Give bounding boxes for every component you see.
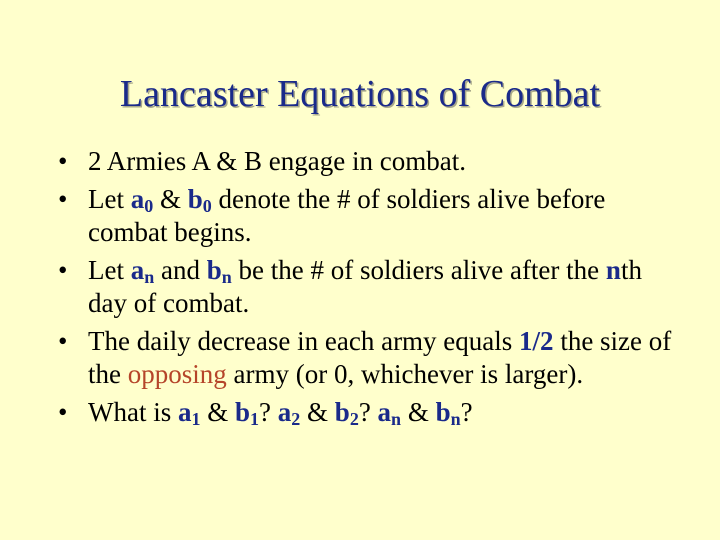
bullet-item: [58, 145, 678, 178]
bullet-text: What is: [88, 397, 172, 427]
question-mark: ?: [460, 397, 473, 427]
variable-n: n: [605, 255, 621, 285]
bullet-icon: •: [58, 146, 68, 176]
bullet-text: army (or 0, whichever is larger).: [233, 359, 584, 389]
amp-text: &: [207, 397, 229, 427]
fraction-half: 1/2: [519, 326, 554, 356]
variable-a: $a_0$: [130, 184, 154, 216]
bullet-text: 2 Armies A & B engage in combat.: [88, 146, 466, 176]
bullet-icon: •: [58, 397, 68, 427]
bullet-icon: •: [58, 326, 68, 356]
question-mark: ?: [259, 397, 272, 427]
variable-a: $a_n$: [377, 397, 402, 429]
bullet-text: The daily decrease in each army equals: [88, 326, 513, 356]
opposing-word: opposing: [127, 359, 227, 389]
bullet-text: th day of combat.: [88, 255, 642, 318]
bullet-text: Let: [88, 255, 124, 285]
bullet-item: [58, 396, 678, 429]
question-mark: ?: [358, 397, 371, 427]
slide-title: Lancaster Equations of Combat: [119, 73, 601, 115]
amp-text: &: [307, 397, 329, 427]
amp-text: &: [159, 184, 181, 214]
bullet-text: and: [161, 255, 200, 285]
bullet-text: be the # of soldiers alive after the: [238, 255, 600, 285]
bullet-text: Let: [88, 184, 124, 214]
bullet-text: denote the # of soldiers alive before combat begins.: [88, 184, 606, 247]
bullet-text: the size of the: [88, 326, 672, 389]
bullet-icon: •: [58, 255, 68, 285]
variable-b: $b_n$: [435, 397, 461, 429]
bullet-item: [58, 183, 678, 249]
variable-b: $b_0$: [187, 184, 212, 216]
bullet-item: [58, 325, 678, 391]
variable-b: $b_1$: [235, 397, 260, 429]
variable-a: $a_1$: [177, 397, 201, 429]
variable-a: $a_n$: [130, 255, 155, 287]
variable-a: $a_2$: [277, 397, 301, 429]
bullet-list: [58, 145, 678, 434]
bullet-icon: •: [58, 184, 68, 214]
amp-text: &: [407, 397, 429, 427]
variable-b: $b_2$: [334, 397, 359, 429]
bullet-item: [58, 254, 678, 320]
variable-b: $b_n$: [206, 255, 232, 287]
